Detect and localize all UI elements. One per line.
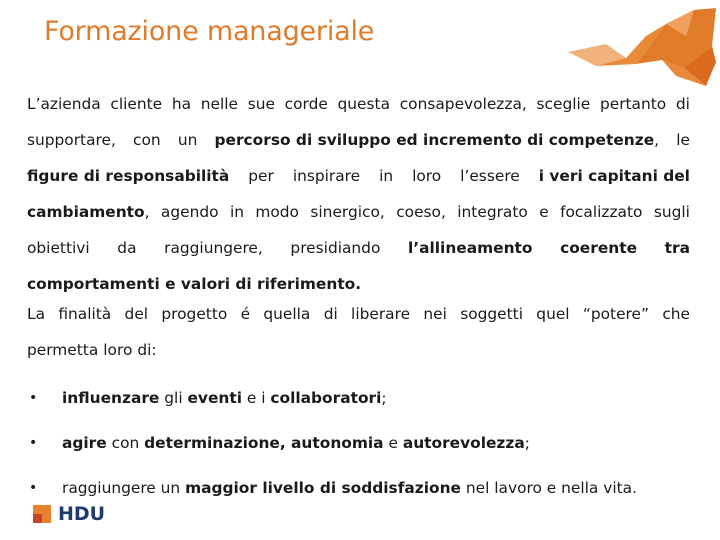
word: liberare bbox=[351, 305, 411, 323]
bullet-text: nel lavoro e nella vita. bbox=[460, 479, 637, 497]
word: questa bbox=[337, 95, 391, 113]
word: La bbox=[27, 305, 46, 323]
word: che bbox=[662, 305, 690, 323]
bullet-bold-text: autorevolezza bbox=[402, 434, 525, 452]
hdu-logo bbox=[33, 503, 105, 525]
text-line bbox=[27, 122, 690, 158]
word: quel bbox=[536, 305, 570, 323]
list-item bbox=[27, 466, 707, 511]
word: consapevolezza, bbox=[399, 95, 527, 113]
text-line bbox=[27, 332, 690, 368]
word: integrato bbox=[457, 203, 528, 221]
list-item bbox=[27, 421, 707, 466]
logo-text: HDU bbox=[58, 503, 106, 525]
bullet-bold-text: maggior livello di soddisfazione bbox=[185, 479, 461, 497]
word: con bbox=[133, 131, 161, 149]
list-item bbox=[27, 376, 707, 421]
bullet-text: raggiungere un bbox=[62, 479, 186, 497]
word: un bbox=[177, 131, 198, 149]
word: i veri capitani del bbox=[538, 167, 690, 185]
word: figure di responsabilità bbox=[27, 167, 230, 185]
bullet-text: e i bbox=[241, 389, 271, 407]
paragraph-1 bbox=[27, 86, 690, 302]
text-line bbox=[27, 194, 690, 230]
word: cliente bbox=[110, 95, 163, 113]
word: nei bbox=[423, 305, 447, 323]
word: raggiungere, bbox=[164, 239, 263, 257]
word: supportare, bbox=[27, 131, 116, 149]
bullet-text: ; bbox=[381, 389, 387, 407]
page-title: Formazione manageriale bbox=[44, 16, 375, 47]
word: coerente bbox=[560, 239, 638, 257]
bullet-bold-text: determinazione, autonomia bbox=[144, 434, 384, 452]
word: nelle bbox=[200, 95, 238, 113]
word: in bbox=[229, 203, 244, 221]
text-line bbox=[27, 158, 690, 194]
text-line bbox=[27, 296, 690, 332]
text-line bbox=[27, 86, 690, 122]
bullet-list bbox=[27, 376, 707, 511]
word: agendo bbox=[160, 203, 219, 221]
bullet-icon: • bbox=[29, 480, 38, 496]
word: L’azienda bbox=[27, 95, 101, 113]
bullet-text: con bbox=[106, 434, 145, 452]
bullet-bold-text: collaboratori bbox=[270, 389, 382, 407]
word: permetta bbox=[27, 341, 99, 359]
word: é bbox=[240, 305, 251, 323]
paragraph-2 bbox=[27, 296, 690, 368]
bullet-text: gli bbox=[159, 389, 188, 407]
word: loro bbox=[103, 341, 133, 359]
bullet-icon: • bbox=[29, 390, 38, 406]
bullet-bold-text: eventi bbox=[187, 389, 242, 407]
word: finalità bbox=[58, 305, 112, 323]
bullet-text: e bbox=[383, 434, 403, 452]
word: presidiando bbox=[290, 239, 381, 257]
word: “potere” bbox=[582, 305, 649, 323]
orange-swoosh-decoration bbox=[566, 6, 716, 88]
word: l’allineamento bbox=[408, 239, 533, 257]
bullet-icon: • bbox=[29, 435, 38, 451]
bullet-text: ; bbox=[524, 434, 530, 452]
word: ha bbox=[171, 95, 192, 113]
word: le bbox=[676, 131, 690, 149]
word: di: bbox=[137, 341, 157, 359]
word: focalizzato bbox=[560, 203, 643, 221]
word: sue bbox=[247, 95, 275, 113]
word: sceglie bbox=[536, 95, 591, 113]
word: comportamenti e valori di riferimento. bbox=[27, 275, 362, 293]
word: del bbox=[124, 305, 149, 323]
word: modo bbox=[255, 203, 299, 221]
word: progetto bbox=[161, 305, 228, 323]
word: coeso, bbox=[396, 203, 446, 221]
word: obiettivi bbox=[27, 239, 90, 257]
word: percorso di sviluppo ed incremento di competenze, bbox=[214, 131, 660, 149]
word: tra bbox=[664, 239, 690, 257]
bullet-bold-text: influenzare bbox=[62, 389, 160, 407]
word: inspirare bbox=[292, 167, 361, 185]
text-line bbox=[27, 230, 690, 266]
word: in bbox=[379, 167, 394, 185]
word: da bbox=[117, 239, 137, 257]
word: di bbox=[675, 95, 690, 113]
word: pertanto bbox=[599, 95, 667, 113]
logo-mark-icon bbox=[33, 505, 55, 523]
word: soggetti bbox=[460, 305, 523, 323]
word: l’essere bbox=[460, 167, 520, 185]
word: per bbox=[248, 167, 274, 185]
word: corde bbox=[284, 95, 328, 113]
bullet-bold-text: agire bbox=[62, 434, 107, 452]
word: quella bbox=[263, 305, 311, 323]
word: cambiamento, bbox=[27, 203, 150, 221]
word: sinergico, bbox=[310, 203, 385, 221]
word: loro bbox=[412, 167, 442, 185]
word: e bbox=[539, 203, 549, 221]
word: di bbox=[323, 305, 338, 323]
word: sugli bbox=[653, 203, 690, 221]
